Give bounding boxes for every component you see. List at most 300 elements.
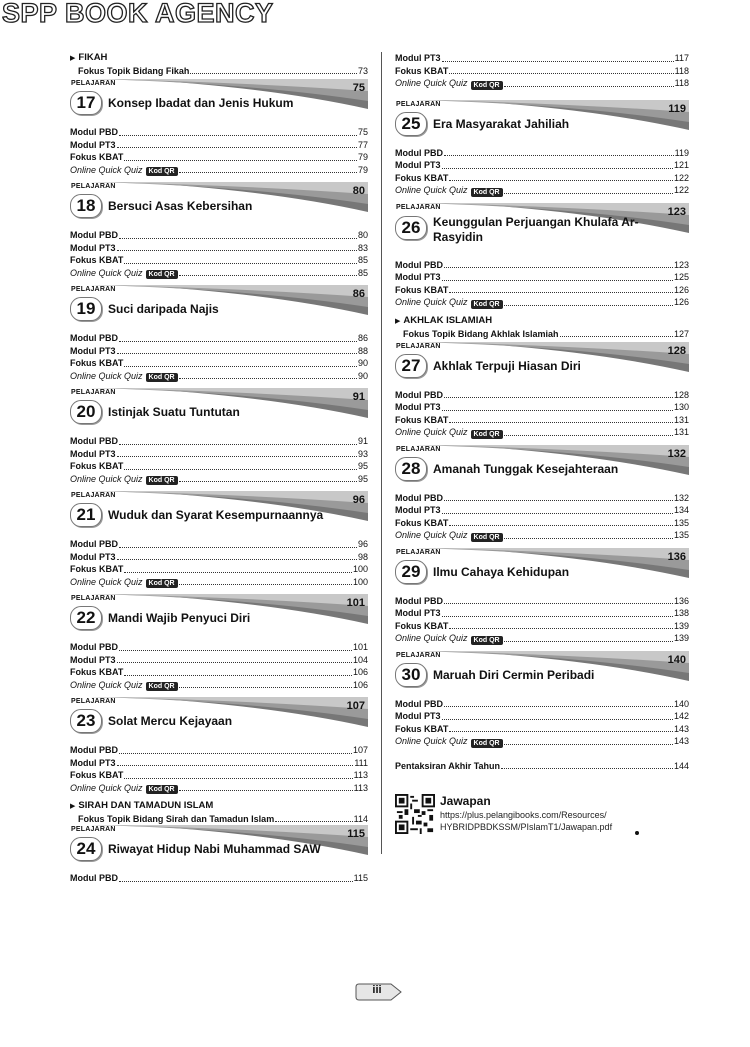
pelajaran-tag: PELAJARAN	[396, 445, 441, 453]
quiz-row[interactable]	[395, 735, 689, 748]
toc-row[interactable]	[70, 460, 368, 473]
row-page: 80	[357, 230, 368, 240]
pelajaran-tag: PELAJARAN	[71, 286, 116, 293]
row-label: Online Quick Quiz	[395, 427, 468, 437]
dot-leader	[449, 292, 673, 293]
dot-leader	[449, 73, 673, 74]
dot-leader	[119, 753, 352, 754]
dot-leader	[504, 744, 673, 745]
lesson-page: 119	[668, 102, 686, 115]
row-page: 107	[352, 745, 368, 755]
pelajaran-tag: PELAJARAN	[71, 80, 116, 87]
kod-qr-badge[interactable]: Kod QR	[146, 270, 178, 279]
toc-row[interactable]	[395, 595, 689, 608]
toc-row[interactable]	[395, 259, 689, 272]
row-label: Fokus KBAT	[70, 564, 124, 574]
toc-row[interactable]	[395, 65, 689, 78]
row-page: 101	[352, 642, 368, 652]
right-lessons-b	[395, 342, 689, 748]
lesson-title: Konsep Ibadat dan Jenis Hukum	[108, 96, 294, 110]
toc-row[interactable]	[395, 698, 689, 711]
toc-row[interactable]	[70, 242, 368, 255]
lesson-header[interactable]	[70, 79, 368, 126]
lesson-page: 140	[667, 653, 686, 666]
row-page: 143	[673, 736, 689, 746]
lesson-number: 21	[70, 503, 102, 527]
toc-row[interactable]	[395, 723, 689, 736]
row-page: 90	[357, 358, 368, 368]
lesson-title: Bersuci Asas Kebersihan	[108, 199, 253, 213]
row-label: Modul PT3	[395, 608, 441, 618]
lesson-title: Amanah Tunggak Kesejahteraan	[433, 461, 619, 476]
lesson-entry	[70, 825, 368, 885]
row-label: Modul PT3	[395, 505, 441, 515]
row-page: 98	[357, 551, 368, 562]
quiz-row[interactable]	[395, 184, 689, 197]
lesson-header[interactable]	[70, 825, 368, 872]
dot-leader	[179, 790, 353, 791]
lesson-entry	[70, 79, 368, 176]
dot-leader	[117, 353, 357, 354]
lesson-page: 115	[347, 828, 365, 840]
pelajaran-tag: PELAJARAN	[396, 651, 441, 659]
section-akhlak	[395, 315, 689, 340]
toc-row[interactable]	[70, 641, 368, 654]
lesson-entry	[395, 651, 689, 748]
row-label: Modul PBD	[395, 595, 443, 606]
lesson-entry	[395, 342, 689, 439]
toc-row[interactable]	[70, 332, 368, 345]
kod-qr-badge[interactable]: Kod QR	[146, 476, 178, 485]
lesson-page: 86	[352, 288, 365, 300]
quiz-row[interactable]	[395, 296, 689, 309]
row-label: Fokus KBAT	[70, 255, 124, 265]
dot-leader	[179, 687, 352, 688]
lesson-entry	[70, 491, 368, 588]
dot-leader	[501, 768, 673, 769]
row-label: Modul PT3	[70, 448, 116, 459]
toc-row[interactable]	[70, 744, 368, 757]
kod-qr-badge[interactable]: Kod QR	[146, 373, 178, 382]
row-page: 135	[673, 530, 689, 540]
pelajaran-tag: PELAJARAN	[71, 826, 116, 833]
quiz-row[interactable]	[395, 77, 689, 90]
toc-row[interactable]	[395, 620, 689, 633]
pelajaran-tag: PELAJARAN	[396, 203, 441, 211]
toc-row[interactable]	[395, 607, 689, 620]
lesson-number: 19	[70, 297, 102, 321]
quiz-row[interactable]	[70, 370, 368, 383]
lesson-header[interactable]	[70, 182, 368, 229]
toc-row[interactable]	[70, 229, 368, 242]
lesson-number: 27	[395, 354, 427, 378]
row-page: 123	[673, 259, 689, 270]
toc-row[interactable]	[70, 757, 368, 770]
row-page: 139	[673, 620, 689, 631]
toc-row[interactable]	[70, 139, 368, 152]
section-title: FIKAH	[78, 52, 108, 63]
lesson-number: 29	[395, 560, 427, 584]
row-page: 113	[353, 770, 368, 780]
kod-qr-badge[interactable]: Kod QR	[146, 682, 178, 691]
lesson-entry	[70, 594, 368, 691]
kod-qr-badge[interactable]: Kod QR	[146, 579, 178, 588]
dot-leader	[444, 397, 673, 398]
lesson-header[interactable]	[395, 548, 689, 595]
toc-row[interactable]	[70, 666, 368, 679]
watermark-text: SPP BOOK AGENCY	[2, 0, 274, 28]
row-label: Modul PT3	[395, 402, 441, 412]
lesson-number: 24	[70, 837, 102, 861]
quiz-row[interactable]	[70, 576, 368, 589]
dot-leader	[119, 650, 352, 651]
final-assessment	[395, 760, 689, 773]
row-page: 139	[673, 633, 689, 643]
row-page: 100	[352, 564, 368, 574]
lesson-header[interactable]	[395, 445, 689, 492]
row-label: Modul PBD	[70, 745, 118, 755]
row-page: 138	[673, 608, 689, 618]
kod-qr-badge[interactable]: Kod QR	[471, 739, 503, 748]
lesson-header[interactable]	[70, 594, 368, 641]
lesson-entry	[395, 445, 689, 542]
dot-leader	[119, 341, 357, 342]
dot-leader	[117, 559, 357, 560]
lesson-title: Ilmu Cahaya Kehidupan	[433, 564, 570, 579]
quiz-row[interactable]	[70, 473, 368, 486]
quiz-row[interactable]	[70, 267, 368, 280]
row-label: Modul PBD	[70, 333, 118, 343]
row-label: Modul PBD	[70, 642, 118, 652]
dot-leader	[119, 881, 353, 882]
focus-row[interactable]	[70, 65, 368, 77]
row-page: 134	[673, 505, 689, 515]
section-title: SIRAH DAN TAMADUN ISLAM	[78, 800, 214, 811]
jawapan-url-line2: HYBRIDPBDKSSM/PIslamT1/Jawapan.pdf	[440, 822, 613, 832]
dot-leader	[124, 469, 357, 470]
dot-leader	[117, 456, 357, 457]
bullet-dot-icon	[635, 831, 639, 835]
row-page: 95	[357, 473, 368, 484]
lesson-page: 128	[667, 344, 686, 357]
row-label: Online Quick Quiz	[70, 370, 143, 381]
row-page: 126	[673, 297, 689, 307]
kod-qr-badge[interactable]: Kod QR	[471, 81, 503, 90]
lesson-header[interactable]	[70, 388, 368, 435]
row-page: 121	[673, 160, 689, 170]
pelajaran-tag: PELAJARAN	[396, 342, 441, 350]
kod-qr-badge[interactable]: Kod QR	[471, 300, 503, 309]
lesson-page: 75	[352, 82, 365, 94]
toc-row[interactable]	[70, 345, 368, 358]
toc-row[interactable]	[395, 401, 689, 414]
dot-leader	[504, 538, 673, 539]
lesson-number: 23	[70, 709, 102, 733]
lesson-title: Maruah Diri Cermin Peribadi	[433, 667, 595, 682]
toc-row[interactable]	[395, 414, 689, 427]
row-page: 118	[674, 65, 689, 76]
row-page: 143	[673, 723, 689, 734]
pelajaran-tag: PELAJARAN	[71, 389, 116, 396]
dot-leader	[119, 444, 357, 445]
final-assessment-label: Pentaksiran Akhir Tahun	[395, 760, 501, 771]
dot-leader	[124, 572, 352, 573]
kod-qr-badge[interactable]: Kod QR	[471, 636, 503, 645]
toc-row[interactable]	[395, 710, 689, 723]
row-label: Online Quick Quiz	[395, 530, 468, 540]
dot-leader	[449, 180, 673, 181]
row-page: 126	[673, 284, 689, 295]
row-page: 104	[352, 654, 368, 665]
jawapan-url[interactable]	[440, 809, 612, 833]
row-label: Online Quick Quiz	[395, 736, 468, 746]
row-label: Online Quick Quiz	[395, 297, 468, 307]
lesson-number: 17	[70, 91, 102, 115]
row-page: 100	[352, 576, 368, 587]
toc-row[interactable]	[70, 126, 368, 139]
dot-leader	[179, 584, 352, 585]
row-label: Online Quick Quiz	[395, 78, 468, 88]
column-divider	[381, 52, 382, 854]
dot-leader	[117, 250, 357, 251]
final-assessment-row[interactable]	[395, 760, 689, 773]
section-title: AKHLAK ISLAMIAH	[403, 314, 493, 326]
row-page: 135	[673, 517, 689, 528]
focus-page: 114	[353, 814, 368, 824]
lesson-page: 80	[352, 185, 365, 197]
toc-row[interactable]	[70, 538, 368, 551]
row-page: 79	[357, 152, 368, 162]
toc-row[interactable]	[70, 551, 368, 564]
row-label: Modul PBD	[70, 127, 118, 137]
quiz-row[interactable]	[395, 632, 689, 645]
row-label: Modul PT3	[70, 242, 116, 253]
dot-leader	[119, 238, 357, 239]
dot-leader	[124, 263, 357, 264]
lesson-24-continued	[395, 52, 689, 90]
dot-leader	[124, 675, 352, 676]
lesson-title: Istinjak Suatu Tuntutan	[108, 405, 240, 419]
right-column	[395, 52, 689, 844]
lesson-page: 107	[346, 700, 365, 712]
toc-row[interactable]	[395, 52, 689, 65]
row-page: 132	[673, 492, 689, 503]
triangle-bullet-icon: ▶	[395, 317, 401, 325]
dot-leader	[504, 86, 674, 87]
row-label: Modul PT3	[395, 160, 441, 170]
triangle-bullet-icon: ▶	[70, 803, 76, 810]
lesson-title: Mandi Wajib Penyuci Diri	[108, 611, 251, 625]
row-page: 79	[357, 164, 368, 175]
qr-code-icon[interactable]	[395, 794, 435, 834]
dot-leader	[504, 305, 673, 306]
jawapan-url-line1: https://plus.pelangibooks.com/Resources/	[440, 810, 607, 820]
focus-row[interactable]	[70, 813, 368, 825]
row-label: Modul PT3	[70, 757, 116, 768]
row-page: 131	[673, 414, 689, 425]
row-label: Modul PT3	[70, 654, 116, 665]
row-label: Modul PT3	[395, 711, 441, 721]
row-page: 130	[673, 402, 689, 412]
triangle-bullet-icon: ▶	[70, 55, 76, 62]
lesson-header[interactable]	[70, 285, 368, 332]
row-page: 106	[352, 667, 368, 677]
dot-leader	[442, 410, 673, 411]
kod-qr-badge[interactable]: Kod QR	[146, 785, 178, 794]
toc-row[interactable]	[395, 389, 689, 402]
row-label: Modul PT3	[70, 345, 116, 356]
kod-qr-badge[interactable]: Kod QR	[471, 430, 503, 439]
dot-leader	[442, 513, 673, 514]
toc-row[interactable]	[70, 357, 368, 370]
lesson-title: Riwayat Hidup Nabi Muhammad SAW	[108, 842, 321, 856]
lesson-header[interactable]	[395, 100, 689, 147]
row-label: Modul PT3	[395, 272, 441, 282]
dot-leader	[449, 628, 673, 629]
lesson-entry	[70, 182, 368, 279]
right-lessons-a	[395, 100, 689, 309]
dot-leader	[275, 821, 352, 822]
lesson-entry	[70, 388, 368, 485]
toc-row[interactable]	[70, 448, 368, 461]
row-page: 86	[357, 333, 368, 343]
toc-row[interactable]	[70, 563, 368, 576]
row-label: Fokus KBAT	[395, 65, 449, 76]
pelajaran-tag: PELAJARAN	[71, 183, 116, 190]
row-page: 95	[357, 461, 368, 471]
toc-row[interactable]	[395, 284, 689, 297]
row-page: 106	[352, 679, 368, 690]
dot-leader	[124, 160, 357, 161]
dot-leader	[119, 135, 357, 136]
row-page: 136	[673, 595, 689, 606]
row-label: Fokus KBAT	[70, 461, 124, 471]
page-number: iii	[372, 984, 382, 996]
toc-row[interactable]	[395, 492, 689, 505]
page-number-badge	[355, 982, 405, 1002]
toc-row[interactable]	[395, 517, 689, 530]
lesson-page: 132	[667, 447, 686, 460]
row-label: Fokus KBAT	[395, 284, 449, 295]
quiz-row[interactable]	[395, 529, 689, 542]
lesson-title: Era Masyarakat Jahiliah	[433, 116, 570, 131]
lesson-header[interactable]	[70, 491, 368, 538]
focus-label: Fokus Topik Bidang Akhlak Islamiah	[403, 328, 559, 339]
lesson-header[interactable]	[395, 342, 689, 389]
focus-label: Fokus Topik Bidang Sirah dan Tamadun Islam	[78, 814, 275, 824]
lesson-entry	[70, 285, 368, 382]
row-page: 142	[673, 711, 689, 721]
row-label: Modul PT3	[70, 139, 116, 150]
lesson-header[interactable]	[395, 651, 689, 698]
quiz-row[interactable]	[395, 426, 689, 439]
dot-leader	[504, 193, 673, 194]
row-page: 83	[357, 242, 368, 253]
dot-leader	[442, 616, 673, 617]
toc-row[interactable]	[70, 872, 368, 885]
lesson-number: 20	[70, 400, 102, 424]
dot-leader	[179, 481, 357, 482]
dot-leader	[444, 706, 673, 707]
toc-row[interactable]	[70, 435, 368, 448]
row-label: Modul PT3	[70, 551, 116, 562]
lesson-page: 96	[352, 494, 365, 506]
pelajaran-tag: PELAJARAN	[71, 698, 116, 705]
row-label: Fokus KBAT	[395, 620, 449, 631]
toc-row[interactable]	[70, 654, 368, 667]
row-label: Fokus KBAT	[395, 723, 449, 734]
quiz-row[interactable]	[70, 782, 368, 795]
row-page: 113	[353, 782, 368, 793]
focus-row[interactable]	[395, 328, 689, 340]
toc-row[interactable]	[395, 159, 689, 172]
dot-leader	[444, 500, 673, 501]
dot-leader	[117, 765, 354, 766]
toc-row[interactable]	[395, 271, 689, 284]
left-column	[70, 52, 368, 891]
lesson-header[interactable]	[395, 203, 689, 259]
row-label: Modul PBD	[70, 873, 118, 883]
lesson-header[interactable]	[70, 697, 368, 744]
lesson-number: 22	[70, 606, 102, 630]
toc-row[interactable]	[395, 504, 689, 517]
lesson-page: 136	[667, 550, 686, 563]
dot-leader	[444, 603, 673, 604]
row-label: Fokus KBAT	[70, 770, 124, 780]
quiz-row[interactable]	[70, 679, 368, 692]
dot-leader	[442, 61, 674, 62]
pelajaran-tag: PELAJARAN	[396, 100, 441, 108]
row-label: Modul PBD	[395, 698, 443, 709]
row-page: 115	[353, 873, 368, 883]
row-label: Online Quick Quiz	[70, 267, 143, 278]
toc-row[interactable]	[395, 147, 689, 160]
section-sirah	[70, 800, 368, 825]
kod-qr-badge[interactable]: Kod QR	[471, 188, 503, 197]
kod-qr-badge[interactable]: Kod QR	[146, 167, 178, 176]
lesson-title: Akhlak Terpuji Hiasan Diri	[433, 358, 581, 373]
jawapan-block	[395, 794, 689, 844]
lesson-entry	[395, 100, 689, 197]
quiz-row[interactable]	[70, 164, 368, 177]
row-label: Modul PBD	[395, 492, 443, 503]
toc-row[interactable]	[70, 769, 368, 782]
dot-leader	[449, 422, 673, 423]
toc-row[interactable]	[70, 151, 368, 164]
dot-leader	[442, 168, 673, 169]
pelajaran-tag: PELAJARAN	[71, 595, 116, 602]
lesson-page: 101	[346, 597, 365, 609]
kod-qr-badge[interactable]: Kod QR	[471, 533, 503, 542]
row-label: Online Quick Quiz	[70, 164, 143, 175]
dot-leader	[124, 778, 352, 779]
lesson-title: Solat Mercu Kejayaan	[108, 714, 233, 728]
toc-row[interactable]	[395, 172, 689, 185]
row-label: Online Quick Quiz	[70, 782, 143, 793]
lesson-number: 18	[70, 194, 102, 218]
row-page: 122	[673, 185, 689, 195]
toc-row[interactable]	[70, 254, 368, 267]
lesson-page: 91	[352, 391, 365, 403]
row-page: 75	[357, 127, 368, 137]
row-page: 85	[357, 255, 368, 265]
left-lessons	[70, 79, 368, 794]
lesson-number: 28	[395, 457, 427, 481]
row-label: Fokus KBAT	[70, 358, 124, 368]
dot-leader	[442, 719, 673, 720]
row-page: 122	[673, 172, 689, 183]
row-page: 128	[673, 389, 689, 400]
